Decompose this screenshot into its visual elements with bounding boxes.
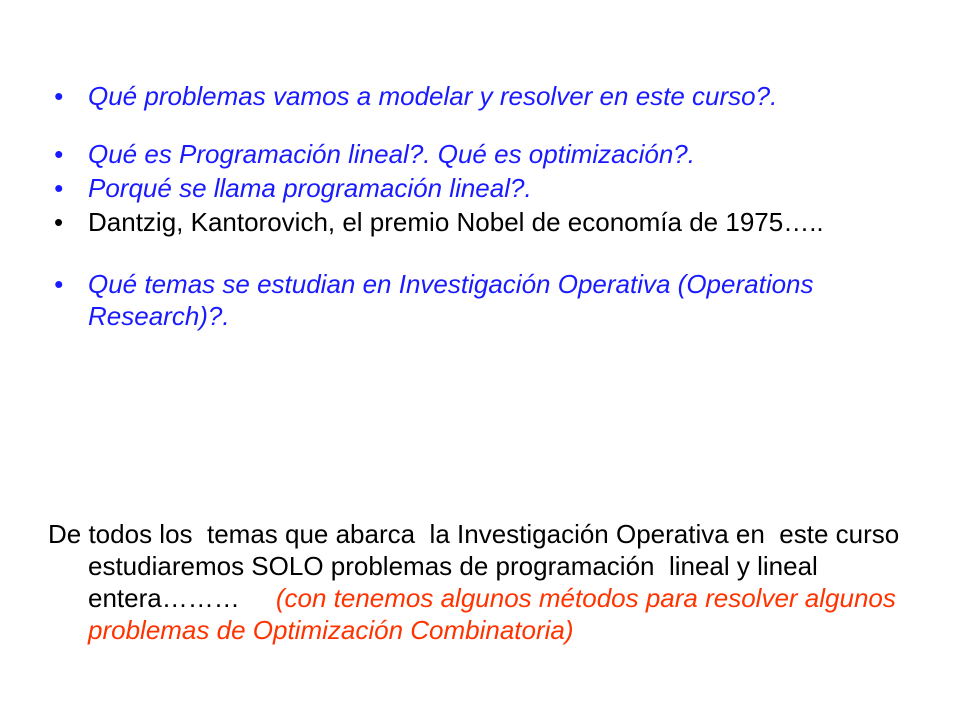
- bullet-dot-icon: •: [54, 269, 64, 299]
- summary-highlight-text: (con tenemos algunos métodos para resolver algunos problemas de Optimización Combinatoria): [88, 583, 896, 645]
- bullet-dot-icon: •: [54, 207, 64, 237]
- bullet-dot-icon: •: [54, 173, 64, 203]
- bullet-list: [48, 80, 908, 332]
- bullet-item-dantzig: [48, 206, 908, 238]
- bullet-item-why-called: [48, 172, 908, 204]
- bullet-text: Porqué se llama programación lineal?.: [88, 173, 532, 203]
- bullet-text: Dantzig, Kantorovich, el premio Nobel de economía de 1975…..: [88, 207, 824, 237]
- bullet-item-course-problems: [48, 80, 908, 112]
- bullet-dot-icon: •: [54, 139, 64, 169]
- summary-main-text: De todos los temas que abarca la Investigación Operativa en este curso estudiaremos SOLO problemas de programación lineal y lineal entera………: [48, 519, 907, 613]
- bullet-text: Qué es Programación lineal?. Qué es optimización?.: [88, 139, 695, 169]
- bullet-dot-icon: •: [54, 81, 64, 111]
- summary-paragraph: [48, 518, 948, 646]
- bullet-text: Qué temas se estudian en Investigación Operativa (Operations Research)?.: [88, 269, 814, 331]
- bullet-item-operations-research: [48, 268, 908, 332]
- bullet-item-linear-programming: [48, 138, 908, 170]
- bullet-text: Qué problemas vamos a modelar y resolver en este curso?.: [88, 81, 778, 111]
